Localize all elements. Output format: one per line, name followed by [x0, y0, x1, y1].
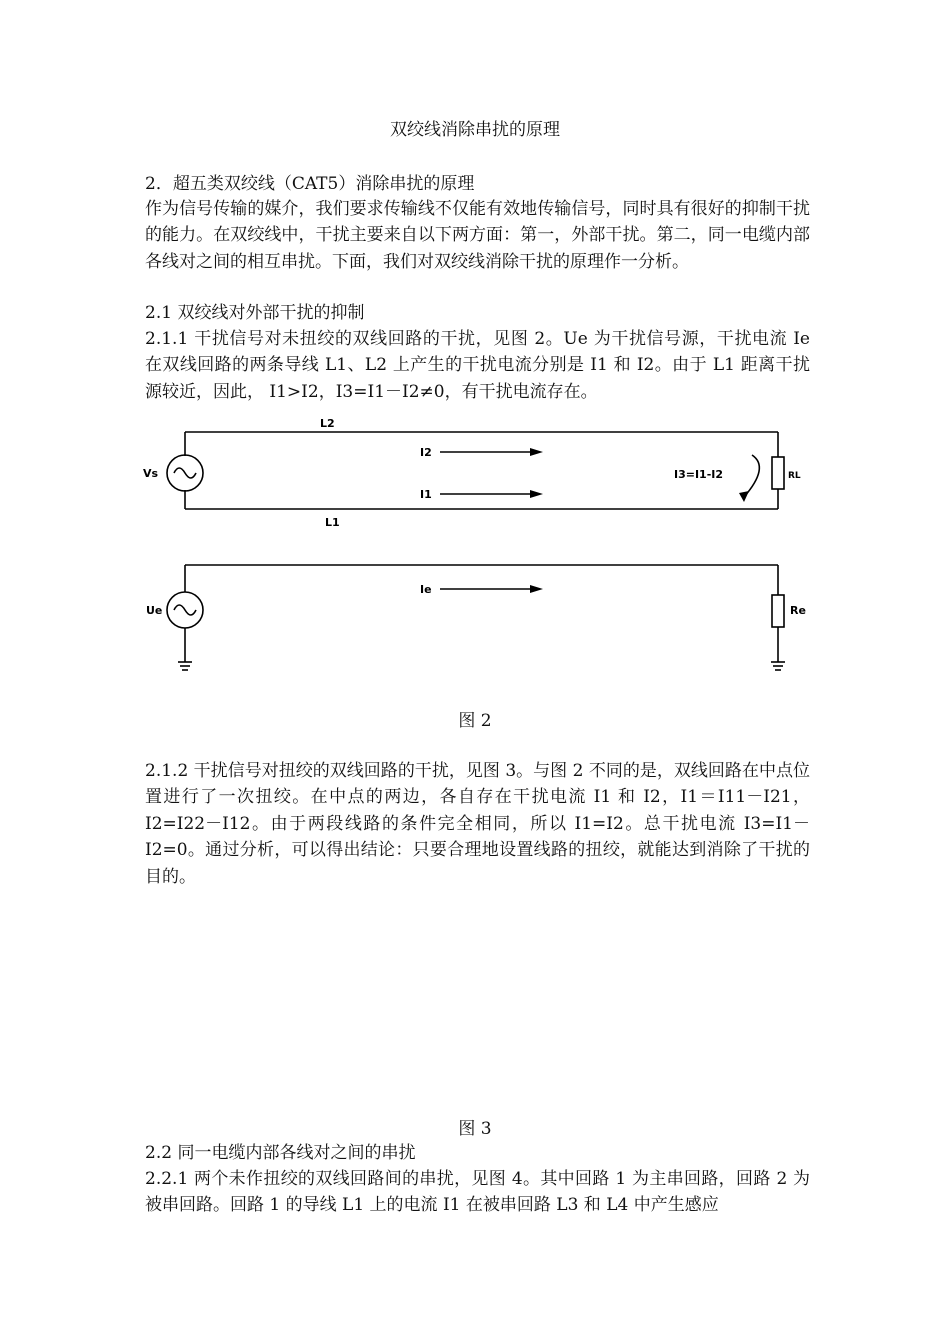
- resistor-rl: [772, 457, 784, 489]
- label-i1: I1: [420, 488, 432, 501]
- label-i3: I3=I1-I2: [674, 468, 724, 481]
- section-heading-2-1: 2.1 双绞线对外部干扰的抑制: [145, 303, 365, 323]
- paragraph-2-2-1: 2.2.1 两个未作扭绞的双线回路间的串扰，见图 4。其中回路 1 为主串回路，回路 2 为被串回路。回路 1 的导线 L1 上的电流 I1 在被串回路 L3 和 L4 中产生感应: [145, 1169, 810, 1216]
- label-vs: Vs: [143, 467, 159, 480]
- label-l2: L2: [320, 417, 335, 430]
- label-i2: I2: [420, 446, 432, 459]
- resistor-re: [772, 595, 784, 627]
- label-rl: RL: [788, 471, 801, 481]
- arrow-i1: [530, 490, 543, 498]
- label-ie: Ie: [420, 583, 432, 596]
- paragraph-2-1-2: 2.1.2 干扰信号对扭绞的双线回路的干扰，见图 3。与图 2 不同的是，双线回路在中点位置进行了一次扭绞。在中点的两边，各自存在干扰电流 I1 和 I2，I1＝I11－I21，I2=I22－I12。由于两段线路的条件完全相同，所以 I1=I2。总干扰电流 I3=I1－I2=0。通过分析，可以得出结论：只要合理地设置线路的扭绞，就能达到消除了干扰的目的。: [145, 761, 810, 887]
- section-heading-2: 2．超五类双绞线（CAT5）消除串扰的原理: [145, 174, 475, 194]
- figure-2-caption: 图 2: [458, 711, 492, 731]
- arrow-ie: [530, 585, 543, 593]
- paragraph-2-1-1: 2.1.1 干扰信号对未扭绞的双线回路的干扰，见图 2。Ue 为干扰信号源，干扰电流 Ie 在双线回路的两条导线 L1、L2 上产生的干扰电流分别是 I1 和 I2。由于 L1 距离干扰源较近，因此， I1>I2，I3=I1－I2≠0，有干扰电流存在。: [145, 329, 810, 402]
- figure-3-caption: 图 3: [458, 1119, 492, 1139]
- document-title: 双绞线消除串扰的原理: [390, 120, 560, 140]
- arrow-i2: [530, 448, 543, 456]
- label-l1: L1: [325, 516, 340, 529]
- label-re: Re: [790, 604, 806, 617]
- paragraph-intro: 作为信号传输的媒介，我们要求传输线不仅能有效地传输信号，同时具有很好的抑制干扰的能力。在双绞线中，干扰主要来自以下两方面：第一，外部干扰。第二，同一电缆内部各线对之间的相互串扰。下面，我们对双绞线消除干扰的原理作一分析。: [145, 199, 810, 272]
- label-ue: Ue: [146, 604, 163, 617]
- section-heading-2-2: 2.2 同一电缆内部各线对之间的串扰: [145, 1143, 416, 1163]
- figure-2-circuit-diagram: [130, 405, 820, 680]
